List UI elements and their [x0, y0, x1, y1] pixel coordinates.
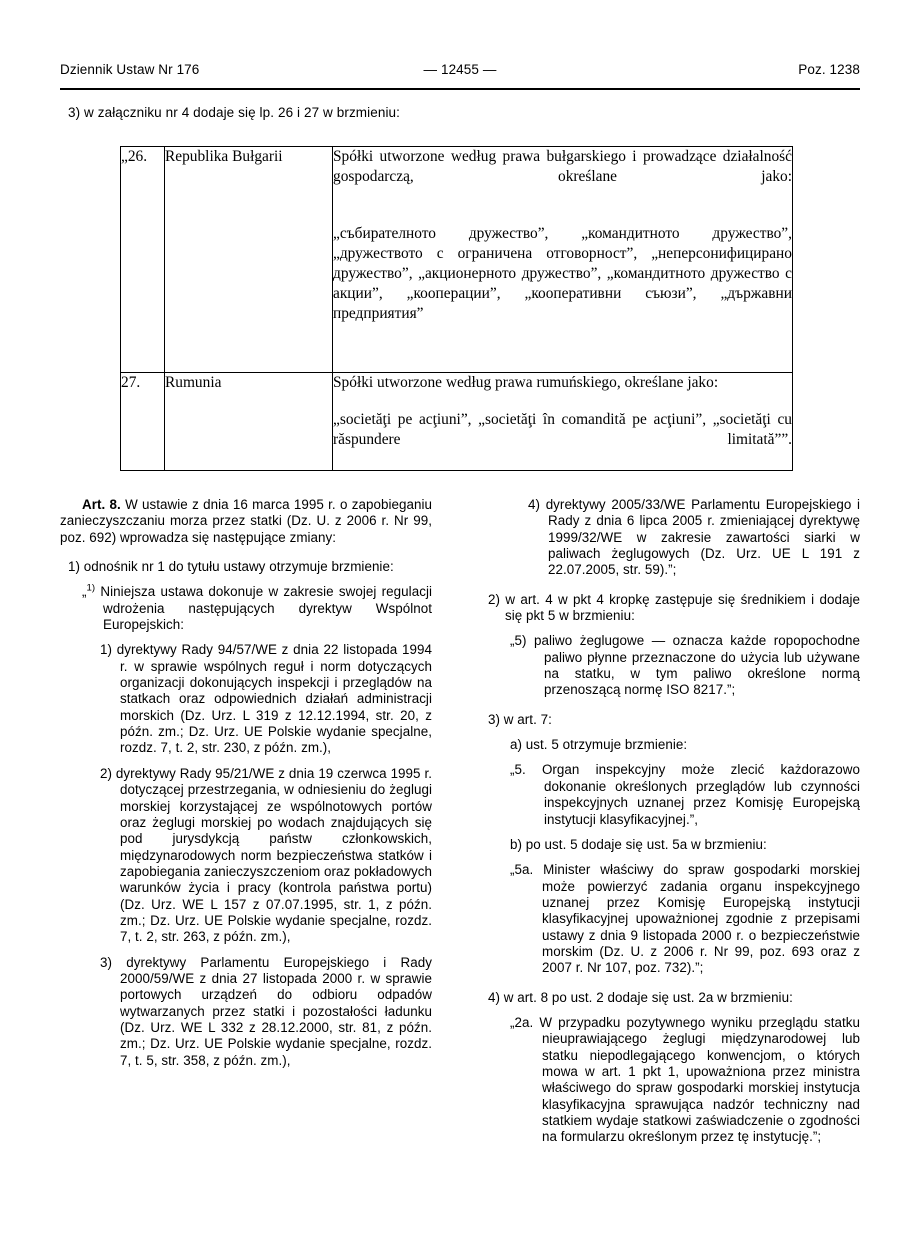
- list-item-2: [488, 592, 860, 625]
- running-head: [60, 62, 860, 86]
- running-head-left: Dziennik Ustaw Nr 176: [60, 62, 200, 77]
- list-item-1: [68, 559, 432, 575]
- paragraph-spacer: [60, 546, 432, 559]
- paragraph-spacer: [488, 579, 860, 592]
- quoted-ust-text: Organ inspekcyjny może zlecić każdorazowo dokonanie określonych przeglądów lub czynności inspekcyjnych uznanej przez Komisję Europejską instytucji klasyfikacyjnej.”,: [541, 762, 860, 827]
- paragraph-spacer: [488, 624, 860, 633]
- running-head-page-number: — 12455 —: [423, 62, 497, 77]
- quoted-footnote-lead: [82, 584, 432, 633]
- quoted-ust-text: W przypadku pozytywnego wyniku przeglądu statku nieuprawiającego żeglugi międzynarodowej lub statku niepodlegającego konwencjom, o których mowa w art. 1 pkt 1, upoważniona przez ministra właściwego do spraw gospodarki morskiej instytucja klasyfikacyjna sprawująca nadzór techniczny nad statkiem wydaje statkowi zaświadczenie o zgodności na formularzu określonym przez tę instytucję.”;: [539, 1014, 860, 1145]
- list-marker: 2): [100, 765, 113, 781]
- list-item-text: ust. 5 otrzymuje brzmienie:: [525, 737, 688, 753]
- list-item-b: [510, 837, 860, 853]
- body-columns: [60, 497, 860, 1217]
- quoted-point-5: [510, 633, 860, 698]
- quoted-ust-text: Minister właściwy do spraw gospodarki morskiej może powierzyć zadania organu inspekcyjnego uznanej przez Komisję Europejską instytucji klasyfikacyjnej upoważnionej zgodnie z przepisami ustawy z dnia 9 listopada 2000 r. o bezpieczeństwie morskim (Dz. U. z 2006 r. Nr 99, poz. 693 oraz z 2007 r. Nr 107, poz. 732).”;: [542, 862, 860, 976]
- directive-item-text: dyrektywy 2005/33/WE Parlamentu Europejskiego i Rady z dnia 6 lipca 2005 r. zmieniającej dyrektywę 1999/32/WE w zakresie zawartości siarki w paliwach żeglugowych (Dz. Urz. UE L 191 z 22.07.2005, str. 59).”;: [545, 497, 861, 578]
- annex-table: [120, 146, 793, 471]
- directive-item-2: [100, 766, 432, 946]
- list-marker: 1): [100, 642, 113, 658]
- table-cell-country: Rumunia: [165, 373, 333, 471]
- table-cell-description: [333, 147, 793, 373]
- paragraph-spacer: [488, 828, 860, 837]
- list-item-4: [488, 990, 860, 1006]
- directive-item-text: dyrektywy Parlamentu Europejskiego i Rady 2000/59/WE z dnia 27 listopada 2000 r. w sprawie portowych urządzeń do odbioru odpadów wytwarzanych przez statki i pozostałości ładunku (Dz. Urz. WE L 332 z 28.12.2000, str. 81, z późn. zm.; Dz. Urz. UE Polskie wydanie specjalne, rozdz. 7, t. 5, str. 358, z późn. zm.),: [120, 954, 433, 1068]
- paragraph-spacer: [488, 1006, 860, 1015]
- table-cell-country: Republika Bułgarii: [165, 147, 333, 373]
- quote-marker: „5): [510, 633, 527, 649]
- paragraph-spacer: [488, 728, 860, 737]
- list-item-text: w art. 4 w pkt 4 kropkę zastępuje się średnikiem i dodaje się pkt 5 w brzmieniu:: [505, 591, 860, 624]
- list-item-3: [488, 712, 860, 728]
- list-marker: 4): [488, 989, 501, 1005]
- table-cell-number: „26.: [121, 147, 165, 373]
- quoted-point-text: paliwo żeglugowe — oznacza każde ropopochodne paliwo płynne przeznaczone do użycia lub używane na statku, w tym paliwo określone normą przenoszącą normę ISO 8217.”;: [534, 633, 860, 698]
- list-item-text: odnośnik nr 1 do tytułu ustawy otrzymuje brzmienie:: [83, 559, 394, 575]
- header-rule: [60, 88, 860, 90]
- quote-marker: „5a.: [510, 862, 534, 878]
- paragraph-spacer: [488, 753, 860, 762]
- quote-marker: „5.: [510, 762, 526, 778]
- paragraph-spacer: [60, 757, 432, 766]
- table-row: [121, 147, 793, 373]
- quote-marker: „2a.: [510, 1014, 534, 1030]
- list-marker: b): [510, 836, 523, 852]
- table-row: [121, 373, 793, 471]
- list-marker: 1): [68, 559, 81, 575]
- list-marker: a): [510, 737, 523, 753]
- directive-item-text: dyrektywy Rady 94/57/WE z dnia 22 listopada 1994 r. w sprawie wspólnych reguł i norm dotyczących organizacji dokonujących inspekcji i przeglądów na statkach oraz odpowiednich działań administracji morskich (Dz. Urz. L 319 z 12.12.1994, str. 20, z późn. zm.; Dz. Urz. UE Polskie wydanie specjalne, rozdz. 7, t. 2, str. 230, z późn. zm.),: [116, 642, 432, 756]
- list-marker: 4): [528, 497, 541, 512]
- list-item-text: po ust. 5 dodaje się ust. 5a w brzmieniu:: [525, 836, 767, 852]
- directive-item-text: dyrektywy Rady 95/21/WE z dnia 19 czerwca 1995 r. dotyczącej przestrzegania, w odniesieniu do żeglugi morskiej korzystającej ze wspólnotowych portów oraz żeglugi morskiej po wodach znajdujących się pod jurysdykcją państw członkowskich, międzynarodowych norm bezpieczeństwa statków i zapobiegania zanieczyszczeniom oraz pokładowych warunków życia i pracy (kontrola państwa portu) (Dz. Urz. WE L 157 z 07.07.1995, str. 1, z późn. zm.; Dz. Urz. UE Polskie wydanie specjalne, rozdz. 7, t. 2, str. 263, z późn. zm.),: [115, 765, 432, 945]
- quoted-ust-5a: [510, 862, 860, 976]
- intro-line: 3) w załączniku nr 4 dodaje się lp. 26 i 27 w brzmieniu:: [68, 105, 401, 120]
- directive-item-3: [100, 955, 432, 1069]
- footnote-superscript: 1): [86, 582, 96, 594]
- table-desc-paragraph-1: Spółki utworzone według prawa bułgarskiego i prowadzące działalność gospodarczą, określane jako:: [333, 148, 792, 186]
- paragraph-spacer: [333, 393, 792, 410]
- table-desc-paragraph-2: „societăţi pe acţiuni”, „societăţi în comandită pe acţiuni”, „societăţi cu răspundere limitată””.: [333, 411, 792, 449]
- quoted-ust-2a: [510, 1015, 860, 1146]
- table-cell-number: 27.: [121, 373, 165, 471]
- right-column: [488, 497, 860, 1146]
- article-8-label: Art. 8.: [82, 497, 121, 512]
- directive-item-1: [100, 642, 432, 756]
- list-item-a: [510, 737, 860, 753]
- list-marker: 3): [100, 954, 113, 970]
- list-item-text: w art. 8 po ust. 2 dodaje się ust. 2a w brzmieniu:: [503, 989, 793, 1005]
- quoted-footnote-text: Niniejsza ustawa dokonuje w zakresie swojej regulacji wdrożenia następujących dyrektyw Wspólnot Europejskich:: [95, 584, 432, 633]
- article-8-text: W ustawie z dnia 16 marca 1995 r. o zapobieganiu zanieczyszczaniu morza przez statki (Dz. U. z 2006 r. Nr 99, poz. 692) wprowadza się następujące zmiany:: [60, 497, 432, 545]
- paragraph-spacer: [488, 699, 860, 712]
- quoted-ust-5: [510, 762, 860, 827]
- quote-open-mark: „: [82, 584, 87, 600]
- running-head-right: Poz. 1238: [798, 62, 860, 77]
- list-marker: 2): [488, 591, 501, 607]
- paragraph-spacer: [488, 853, 860, 862]
- table-desc-paragraph-1: Spółki utworzone według prawa rumuńskiego, określane jako:: [333, 374, 719, 391]
- article-8-paragraph: [60, 497, 432, 546]
- list-item-text: w art. 7:: [503, 711, 552, 727]
- paragraph-spacer: [60, 946, 432, 955]
- left-column: [60, 497, 432, 1069]
- list-marker: 3): [488, 711, 501, 727]
- paragraph-spacer: [333, 207, 792, 224]
- table-cell-description: [333, 373, 793, 471]
- directive-item-4: [528, 497, 860, 579]
- paragraph-spacer: [60, 633, 432, 642]
- paragraph-spacer: [488, 977, 860, 990]
- table-desc-paragraph-2: „събирателното дружество”, „командитното дружество”, „дружеството с ограничена отговорност”, „неперсонифицирано дружество”, „акционерното дружество”, „командитното дружество с акции”, „кооперации”, „кооперативни съюзи”, „държавни предприятия”: [333, 225, 792, 323]
